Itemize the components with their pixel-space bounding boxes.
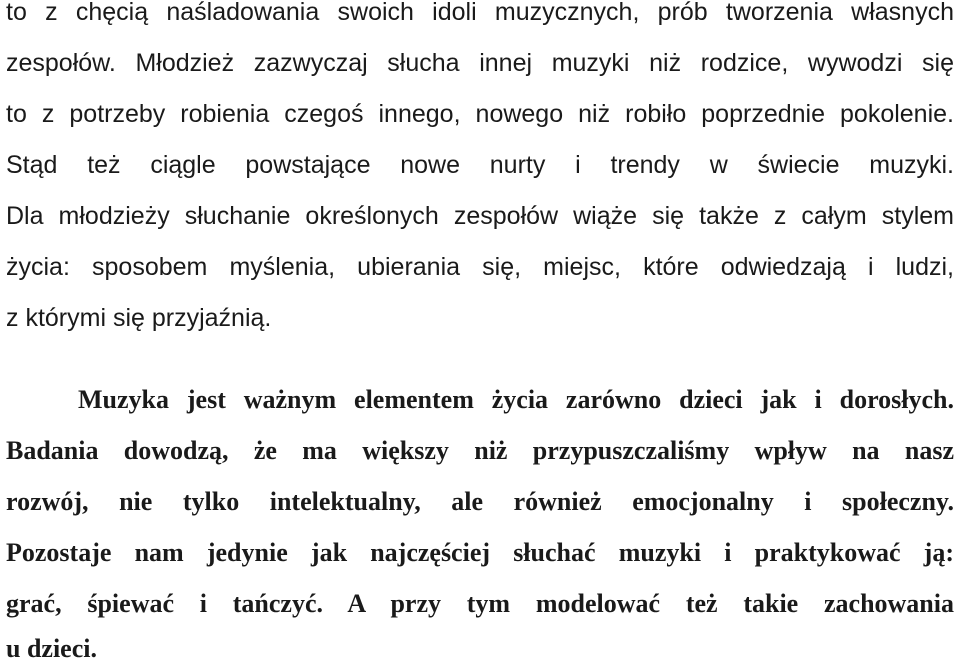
paragraph1-line-1: to z chęcią naśladowania swoich idoli muzycznych, prób tworzenia własnych bbox=[6, 0, 954, 26]
paragraph2-line-2: Badania dowodzą, że ma większy niż przypuszczaliśmy wpływ na nasz bbox=[6, 436, 954, 465]
paragraph2-line-6: u dzieci. bbox=[6, 634, 97, 663]
paragraph2-line-5: grać, śpiewać i tańczyć. A przy tym modelować też takie zachowania bbox=[6, 589, 954, 618]
paragraph2-line-4: Pozostaje nam jedynie jak najczęściej słuchać muzyki i praktykować ją: bbox=[6, 538, 954, 567]
paragraph1-line-2: zespołów. Młodzież zazwyczaj słucha innej muzyki niż rodzice, wywodzi się bbox=[6, 49, 954, 77]
paragraph1-line-6: życia: sposobem myślenia, ubierania się, miejsc, które odwiedzają i ludzi, bbox=[6, 253, 954, 281]
paragraph1-line-3: to z potrzeby robienia czegoś innego, nowego niż robiło poprzednie pokolenie. bbox=[6, 100, 954, 128]
paragraph1-line-5: Dla młodzieży słuchanie określonych zespołów wiąże się także z całym stylem bbox=[6, 202, 954, 230]
paragraph1-line-4: Stąd też ciągle powstające nowe nurty i trendy w świecie muzyki. bbox=[6, 151, 954, 179]
paragraph1-line-7: z którymi się przyjaźnią. bbox=[6, 304, 272, 332]
paragraph2-line-1: Muzyka jest ważnym elementem życia zarówno dzieci jak i dorosłych. bbox=[78, 385, 954, 414]
paragraph2-line-3: rozwój, nie tylko intelektualny, ale również emocjonalny i społeczny. bbox=[6, 487, 954, 516]
